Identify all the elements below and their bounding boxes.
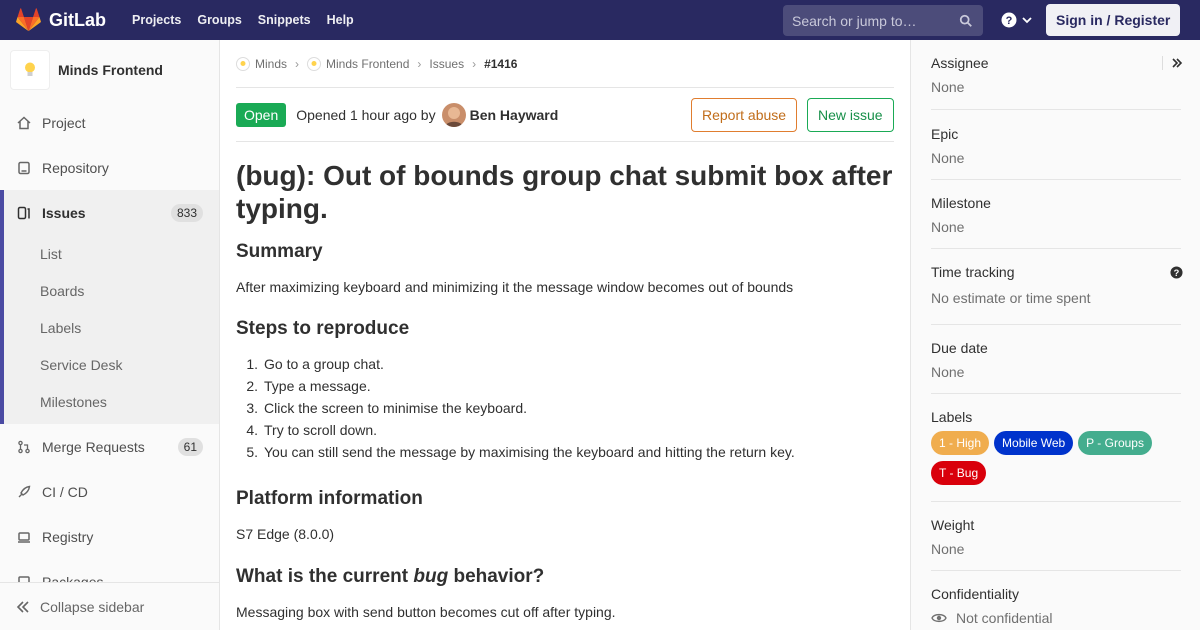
confidentiality-block — [931, 586, 1181, 630]
search-box — [783, 5, 983, 36]
report-abuse-button[interactable]: Report abuse — [691, 98, 797, 132]
project-name: Minds Frontend — [58, 62, 163, 78]
sidebar-item-label: CI / CD — [42, 483, 88, 500]
sidebar-subitem-labels[interactable]: Labels — [40, 319, 82, 336]
issue-header — [236, 88, 894, 142]
confidentiality-row — [931, 610, 1181, 626]
chevron-right-icon: › — [295, 56, 300, 71]
list-item: 5. You can still send the message by maximising the keyboard and hitting the return key. — [246, 444, 795, 460]
chevron-right-icon: › — [472, 56, 477, 71]
help-dropdown[interactable] — [1001, 12, 1033, 28]
svg-text:?: ? — [1173, 267, 1180, 278]
sidebar-subitem-boards[interactable]: Boards — [40, 282, 85, 299]
labels-title: Labels — [931, 409, 973, 425]
collapse-sidebar-label: Collapse sidebar — [40, 598, 145, 615]
sidebar-item-issues[interactable] — [0, 190, 219, 235]
sidebar-item-label: Project — [42, 114, 86, 131]
breadcrumb-issues[interactable]: Issues — [429, 56, 465, 71]
lightbulb-icon — [22, 61, 38, 79]
breadcrumb — [236, 40, 894, 88]
due-date-block — [931, 340, 1181, 394]
due-date-title: Due date — [931, 340, 988, 356]
sign-in-button[interactable]: Sign in / Register — [1046, 4, 1180, 36]
confidentiality-value: Not confidential — [956, 610, 1053, 626]
sidebar-item-label: Registry — [42, 528, 94, 545]
project-avatar — [10, 50, 50, 90]
opened-text: Opened 1 hour ago by — [296, 106, 436, 123]
sidebar-subitem-service-desk[interactable]: Service Desk — [40, 356, 123, 373]
milestone-block — [931, 195, 1181, 249]
weight-value: None — [931, 541, 965, 557]
current-behavior-text: Messaging box with send button becomes cut off after typing. — [236, 604, 616, 620]
main-content — [236, 40, 894, 620]
doc-icon — [16, 160, 32, 176]
home-icon — [16, 115, 32, 131]
labels-block — [931, 409, 1181, 502]
sidebar-item-label: Issues — [42, 204, 86, 221]
search-input[interactable] — [792, 13, 952, 29]
group-avatar-icon — [236, 57, 250, 71]
breadcrumb-minds-frontend[interactable]: Minds Frontend — [326, 56, 410, 71]
list-item: 1. Go to a group chat. — [246, 356, 384, 372]
container-icon — [16, 529, 32, 545]
steps-heading: Steps to reproduce — [236, 318, 410, 339]
sidebar-item-label: Repository — [42, 159, 109, 176]
double-chevron-left-icon — [16, 600, 30, 614]
sidebar-item-label: Merge Requests — [42, 438, 145, 455]
assignee-block — [931, 55, 1181, 110]
label-mobile-web[interactable]: Mobile Web — [994, 431, 1073, 455]
help-icon[interactable] — [1170, 266, 1183, 279]
label-t-bug[interactable]: T - Bug — [931, 461, 986, 485]
assignee-value: None — [931, 79, 965, 95]
project-header[interactable] — [0, 40, 219, 100]
milestone-value: None — [931, 219, 965, 235]
epic-block — [931, 126, 1181, 180]
new-issue-button[interactable]: New issue — [807, 98, 894, 132]
issues-group — [0, 190, 219, 424]
left-sidebar — [0, 40, 220, 630]
collapse-sidebar-button[interactable] — [0, 582, 219, 630]
project-avatar-icon — [307, 57, 321, 71]
nav-projects[interactable]: Projects — [132, 13, 182, 27]
gitlab-logo-icon — [16, 8, 41, 32]
platform-text: S7 Edge (8.0.0) — [236, 526, 335, 542]
avatar[interactable] — [442, 103, 466, 127]
sidebar-item-merge-requests[interactable] — [0, 424, 219, 469]
merge-requests-count-badge: 61 — [178, 438, 203, 456]
platform-heading: Platform information — [236, 488, 423, 509]
sidebar-subitem-milestones[interactable]: Milestones — [40, 393, 107, 410]
list-item: 4. Try to scroll down. — [246, 422, 378, 438]
sidebar-subitem-list[interactable]: List — [40, 245, 62, 262]
weight-block — [931, 517, 1181, 571]
time-tracking-block — [931, 264, 1181, 325]
time-tracking-title: Time tracking — [931, 264, 1015, 280]
chevron-right-icon: › — [417, 56, 422, 71]
question-icon — [1001, 12, 1017, 28]
issue-title: (bug): Out of bounds group chat submit box after typing. — [236, 160, 893, 224]
labels-list — [931, 431, 1181, 491]
milestone-title: Milestone — [931, 195, 991, 211]
issues-icon — [16, 205, 32, 221]
summary-text: After maximizing keyboard and minimizing it the message window becomes out of bounds — [236, 279, 794, 295]
label-1-high[interactable]: 1 - High — [931, 431, 989, 455]
confidentiality-title: Confidentiality — [931, 586, 1019, 602]
gitlab-logo-link[interactable] — [16, 0, 106, 40]
top-navbar — [0, 0, 1200, 40]
steps-list — [236, 356, 894, 466]
nav-groups[interactable]: Groups — [197, 13, 242, 27]
rocket-icon — [16, 484, 32, 500]
sidebar-item-project[interactable] — [0, 100, 219, 145]
time-tracking-value: No estimate or time spent — [931, 290, 1091, 306]
merge-request-icon — [16, 439, 32, 455]
search-icon[interactable] — [959, 14, 973, 28]
weight-title: Weight — [931, 517, 975, 533]
right-sidebar — [910, 40, 1200, 630]
breadcrumb-current-issue[interactable]: #1416 — [484, 56, 518, 71]
due-date-value: None — [931, 364, 965, 380]
nav-help[interactable]: Help — [326, 13, 354, 27]
eye-icon — [931, 612, 947, 624]
epic-title: Epic — [931, 126, 959, 142]
sidebar-item-ci-cd[interactable] — [0, 469, 219, 514]
sidebar-item-repository[interactable] — [0, 145, 219, 190]
nav-snippets[interactable]: Snippets — [257, 13, 311, 27]
list-item: 3. Click the screen to minimise the keyboard. — [246, 400, 527, 416]
epic-value: None — [931, 150, 965, 166]
breadcrumb-minds[interactable]: Minds — [255, 56, 288, 71]
summary-heading: Summary — [236, 241, 323, 262]
issues-count-badge: 833 — [171, 204, 203, 222]
chevron-down-icon — [1021, 14, 1033, 26]
main-nav — [132, 13, 370, 27]
label-p-groups[interactable]: P - Groups — [1078, 431, 1152, 455]
list-item: 2. Type a message. — [246, 378, 371, 394]
assignee-title: Assignee — [931, 55, 989, 71]
issue-meta — [296, 103, 558, 127]
author-name[interactable]: Ben Hayward — [469, 106, 559, 123]
current-behavior-heading: What is the current bug behavior? — [236, 566, 545, 587]
sidebar-item-registry[interactable] — [0, 514, 219, 559]
svg-text:?: ? — [1005, 15, 1013, 27]
status-badge: Open — [236, 103, 286, 127]
brand-name: GitLab — [49, 9, 106, 30]
